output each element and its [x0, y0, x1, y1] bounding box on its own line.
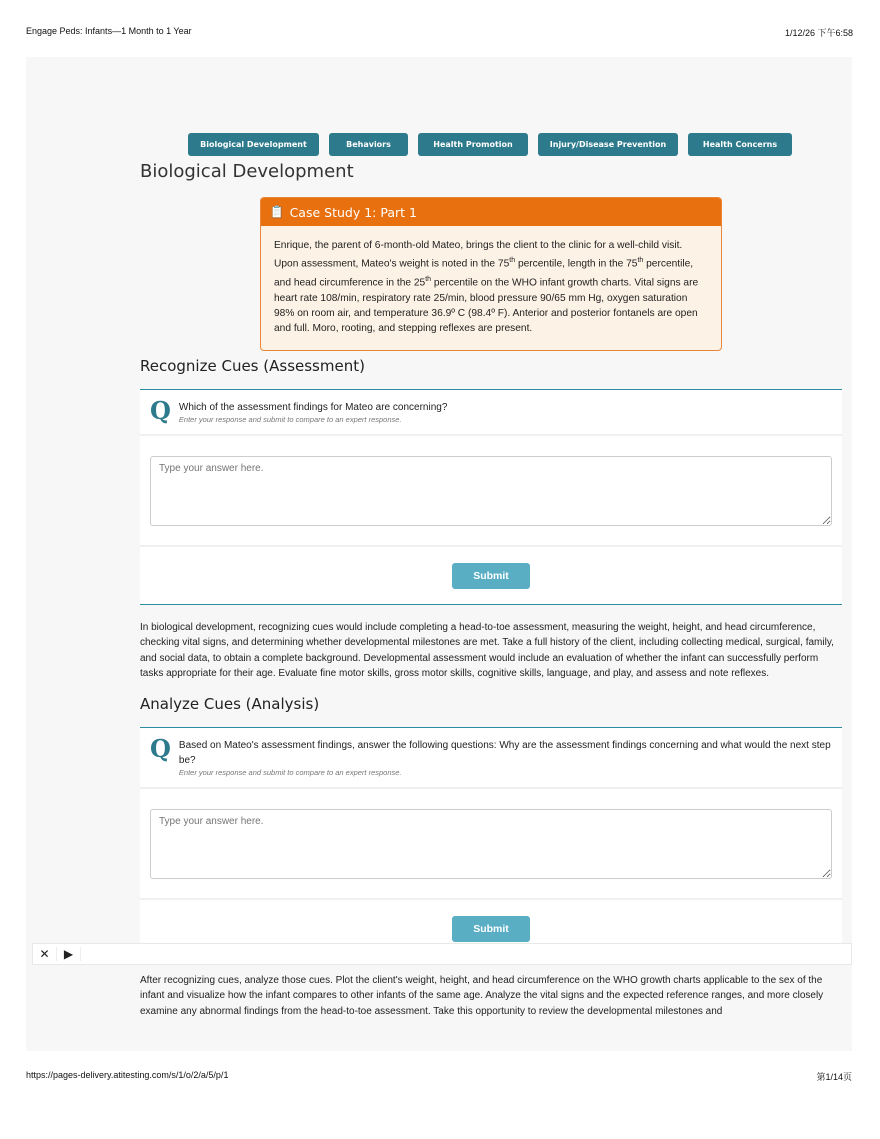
page-content: [26, 57, 852, 1051]
nav-biological-development[interactable]: Biological Development: [188, 133, 319, 156]
question-text: Based on Mateo's assessment findings, answer the following questions: Why are the assessment findings concerning and what would the next step be?: [178, 740, 831, 767]
case-study-title: Case Study 1: Part 1: [289, 204, 417, 220]
print-header-title: Engage Peds: Infants—1 Month to 1 Year: [26, 26, 192, 36]
clipboard-icon: 📋: [269, 204, 285, 219]
question-box-2: [140, 727, 842, 958]
recognize-cues-explanation: In biological development, recognizing cues would include completing a head-to-toe assessment, measuring the weight, height, and head circumference, checking vital signs, and determining whether developmental milestones are met. Take a full history of the client, including collecting medical, surgical, family, and social data, to obtain a complete background. Developmental assessment would include an evaluation of whether the infant can successfully perform tasks appropriate for their age. Evaluate fine motor skills, gross motor skills, cognitive skills, language, and play, and assess and note reflexes.: [140, 622, 834, 679]
analyze-cues-heading: Analyze Cues (Analysis): [140, 695, 320, 714]
question-icon: Q: [150, 734, 171, 764]
submit-button-2[interactable]: Submit: [452, 916, 530, 942]
answer-input-2[interactable]: [150, 809, 832, 879]
close-icon[interactable]: ✕: [33, 947, 57, 961]
analyze-cues-explanation: After recognizing cues, analyze those cues. Plot the client's weight, height, and head circumference on the WHO growth charts applicable to the sex of the infant and visualize how the infant compares to other infants of the same age. Analyze the vital signs and the expected reference ranges, and more closely examine any abnormal findings from the head-to-toe assessment. Take this opportunity to review the developmental milestones and: [140, 975, 824, 1017]
question-icon: Q: [150, 396, 171, 425]
media-player-bar: [32, 943, 852, 965]
print-footer-url: https://pages-delivery.atitesting.com/s/1/o/2/a/5/p/1: [26, 1070, 229, 1080]
nav-injury-disease-prevention[interactable]: Injury/Disease Prevention: [538, 133, 678, 156]
question-text: Which of the assessment findings for Mateo are concerning?: [178, 402, 448, 413]
recognize-cues-heading: Recognize Cues (Assessment): [140, 357, 365, 375]
page-title: Biological Development: [140, 161, 354, 182]
case-study-card: [260, 197, 722, 351]
nav-behaviors[interactable]: Behaviors: [329, 133, 408, 156]
question-box-1: [140, 389, 842, 605]
print-header-datetime: 1/12/26 下午6:58: [784, 28, 853, 38]
play-icon[interactable]: ▶: [57, 947, 81, 961]
nav-health-promotion[interactable]: Health Promotion: [418, 133, 528, 156]
print-footer-page: 第1/14页: [816, 1072, 852, 1082]
question-hint: Enter your response and submit to compare to an expert response.: [178, 768, 402, 778]
section-nav: [188, 133, 792, 156]
question-hint: Enter your response and submit to compare to an expert response.: [178, 415, 402, 424]
submit-button-1[interactable]: Submit: [452, 563, 530, 589]
answer-input-1[interactable]: [150, 456, 832, 526]
nav-health-concerns[interactable]: Health Concerns: [688, 133, 792, 156]
case-study-text: Enrique, the parent of 6-month-old Mateo, brings the client to the clinic for a well-child visit. Upon assessment, Mateo's weight is noted in the 75th percentile, length in the 75th percentile, and head circumference in the 25th percentile on the WHO infant growth charts. Vital signs are heart rate 108/min, respiratory rate 25/min, blood pressure 90/65 mm Hg, oxygen saturation 98% on room air, and temperature 36.9º C (98.4º F). Anterior and posterior fontanels are open and full. Moro, rooting, and stepping reflexes are present.: [274, 240, 699, 335]
